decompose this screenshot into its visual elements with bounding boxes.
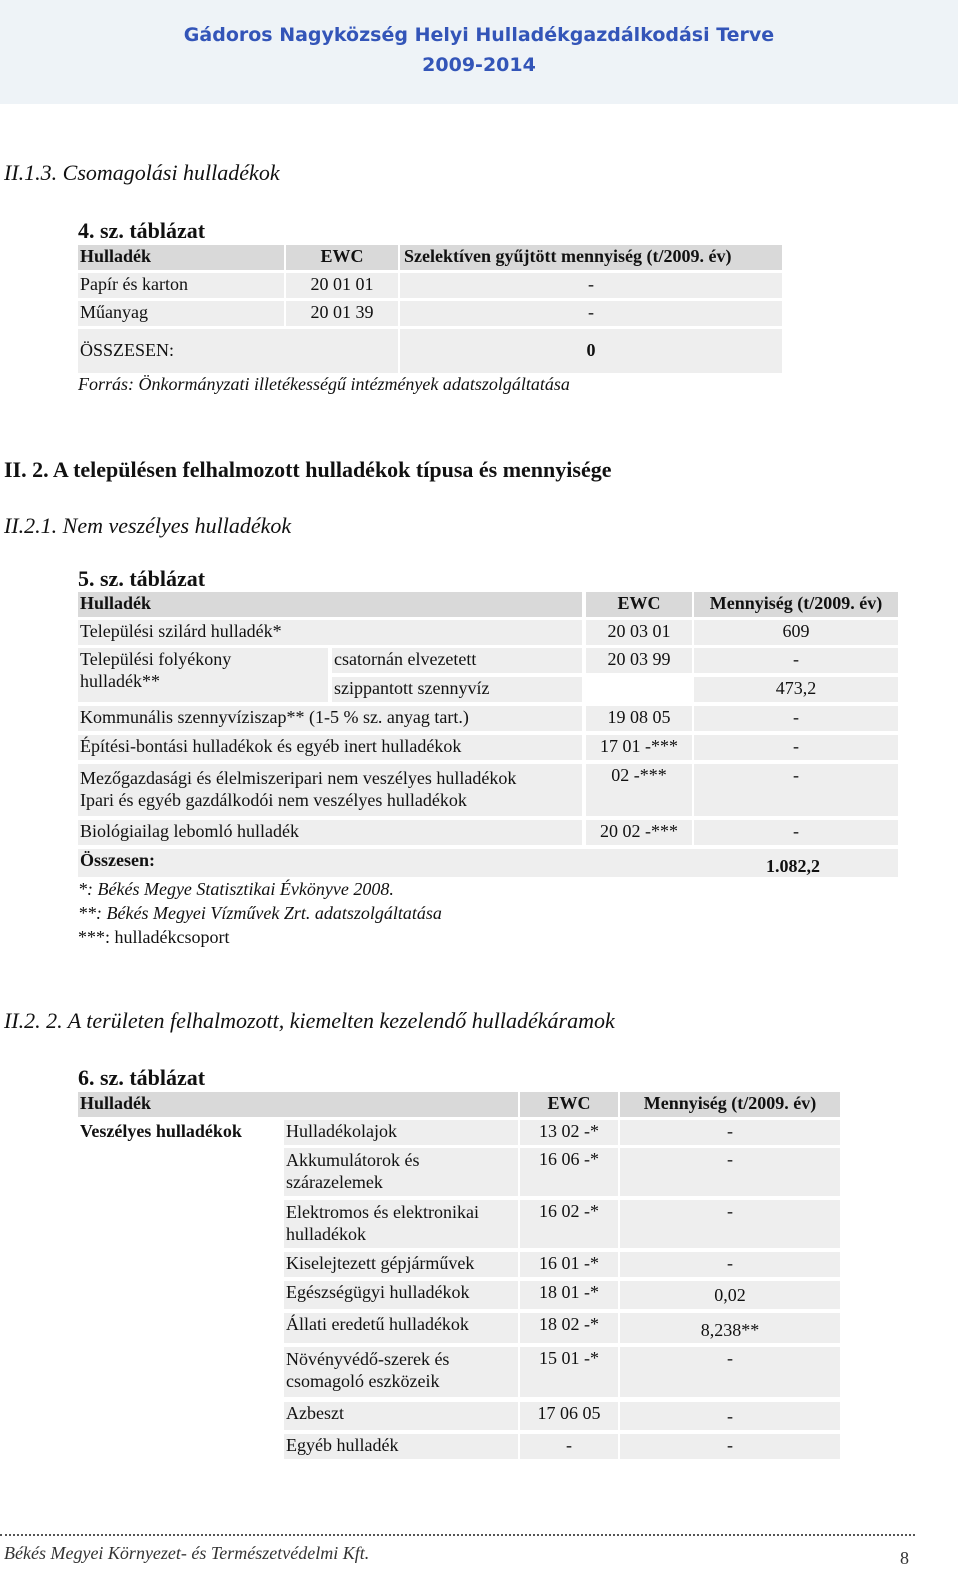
table6-cell: 13 02 -* [520,1120,618,1145]
table6-cell: 16 01 -* [520,1252,618,1277]
header-title: Gádoros Nagyközség Helyi Hulladékgazdálkodási Terve [183,24,775,46]
page-header [0,0,958,104]
table6-cell: 17 06 05 [520,1402,618,1430]
table4-cell: Papír és karton [78,273,284,298]
section-heading-csomagolasi: II.1.3. Csomagolási hulladékok [4,160,280,185]
header-years: 2009-2014 [422,54,536,76]
table5-cell: 609 [694,620,898,645]
table5-cell-mezogazdasagi [78,764,582,816]
table6-group-label: Veszélyes hulladékok [78,1120,282,1145]
section-heading-kiemelten: II.2. 2. A területen felhalmozott, kiemelten kezelendő hulladékáramok [4,1008,615,1033]
table4-cell: 20 01 39 [286,301,398,326]
table4-source: Forrás: Önkormányzati illetékességű intézmények adatszolgáltatása [78,374,570,394]
table4-cell: - [400,301,782,326]
table6-cell: - [620,1434,840,1459]
table6-header-mennyiseg: Mennyiség (t/2009. év) [620,1092,840,1117]
table5-cell: 17 01 -*** [586,735,692,760]
table6-cell: 16 02 -* [520,1200,618,1248]
table6-header-hulladek: Hulladék [78,1092,518,1117]
table4-header-ewc: EWC [286,245,398,270]
table6-cell: - [620,1402,840,1430]
table6-cell: 18 01 -* [520,1281,618,1309]
table6-cell: Azbeszt [284,1402,518,1430]
table6-cell: Növényvédő-szerek és csomagoló eszközeik [284,1347,518,1397]
table6-cell: - [620,1252,840,1277]
footer-divider [0,1534,915,1536]
table6-cell: - [620,1347,840,1397]
table6-cell: - [620,1120,840,1145]
section-heading-felhalmozott: II. 2. A településen felhalmozott hulladékok típusa és mennyisége [4,457,612,482]
table5-cell: szippantott szennyvíz [332,677,582,702]
table5-cell: Települési szilárd hulladék* [78,620,582,645]
table6-cell: 15 01 -* [520,1347,618,1397]
table5-cell: 473,2 [694,677,898,702]
table4-cell: Műanyag [78,301,284,326]
table5-cell: 19 08 05 [586,706,692,731]
table6-cell: Egészségügyi hulladékok [284,1281,518,1309]
table4-header-mennyiseg: Szelektíven gyűjtött mennyiség (t/2009. év) [400,245,782,270]
table5-cell-empty [586,677,692,702]
table5-header-hulladek: Hulladék [78,592,582,617]
table5-note-3: ***: hulladékcsoport [78,927,230,947]
table-caption-6: 6. sz. táblázat [78,1065,206,1090]
table5-note-2: **: Békés Megyei Vízművek Zrt. adatszolgáltatása [78,903,442,923]
table4-total-label: ÖSSZESEN: [78,329,398,373]
table5-cell: 20 03 99 [586,648,692,673]
table6-cell: Akkumulátorok és szárazelemek [284,1148,518,1196]
footer-organization: Békés Megyei Környezet- és Természetvédelmi Kft. [4,1543,370,1563]
table6-cell: - [520,1434,618,1459]
table6-cell: 8,238** [620,1313,840,1343]
table6-cell: Elektromos és elektronikai hulladékok [284,1200,518,1248]
table5-cell: - [694,735,898,760]
table5-cell: - [694,820,898,845]
table6-cell: 0,02 [620,1281,840,1309]
table4-total-value: 0 [400,329,782,373]
table6-cell: 16 06 -* [520,1148,618,1196]
table4-cell: - [400,273,782,298]
table5-total-label: Összesen: [80,850,155,870]
table6-cell: - [620,1148,840,1196]
table-caption-5: 5. sz. táblázat [78,566,206,591]
page-number: 8 [900,1548,909,1568]
table6-cell: - [620,1200,840,1248]
table5-cell: - [694,764,898,816]
table5-total-value: 1.082,2 [766,856,820,876]
subsection-heading-nem-veszelyes: II.2.1. Nem veszélyes hulladékok [4,513,292,538]
table6-cell: Egyéb hulladék [284,1434,518,1459]
table5-note-1: *: Békés Megye Statisztikai Évkönyve 2008. [78,879,394,899]
table6-cell: 18 02 -* [520,1313,618,1343]
table5-cell: Építési-bontási hulladékok és egyéb inert hulladékok [78,735,582,760]
table4-header-hulladek: Hulladék [78,245,284,270]
table5-cell: 20 02 -*** [586,820,692,845]
table6-cell: Hulladékolajok [284,1120,518,1145]
table5-text-ipari: Ipari és egyéb gazdálkodói nem veszélyes hulladékok [80,790,467,810]
table6-header-ewc: EWC [520,1092,618,1117]
table6-cell: Kiselejtezett gépjárművek [284,1252,518,1277]
table6-cell: Állati eredetű hulladékok [284,1313,518,1343]
table4-cell: 20 01 01 [286,273,398,298]
table5-header-mennyiseg: Mennyiség (t/2009. év) [694,592,898,617]
table5-cell: - [694,706,898,731]
table5-cell: csatornán elvezetett [332,648,582,673]
table-caption-4: 4. sz. táblázat [78,218,206,243]
table5-cell: 02 -*** [586,764,692,816]
table5-cell: - [694,648,898,673]
table5-header-ewc: EWC [586,592,692,617]
table5-text-mezogazdasagi: Mezőgazdasági és élelmiszeripari nem veszélyes hulladékok [80,768,517,788]
table5-cell: 20 03 01 [586,620,692,645]
table5-cell-folyekony: Települési folyékony hulladék** [78,648,328,702]
table5-cell: Biológiailag lebomló hulladék [78,820,582,845]
table5-cell: Kommunális szennyvíziszap** (1-5 % sz. anyag tart.) [78,706,582,731]
